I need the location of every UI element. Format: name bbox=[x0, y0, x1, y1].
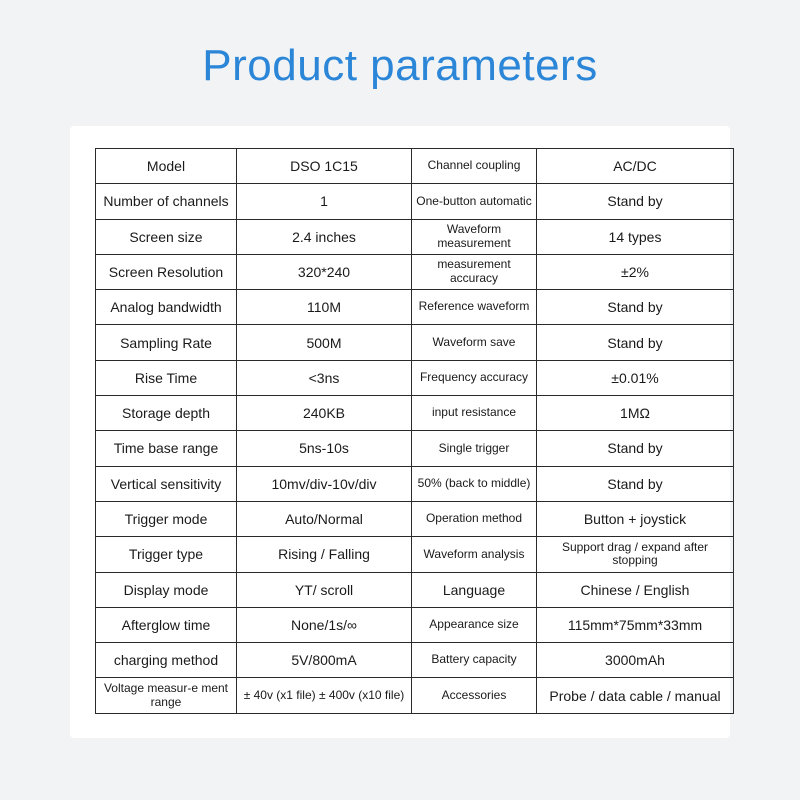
param-value: Chinese / English bbox=[537, 572, 734, 607]
param-value: DSO 1C15 bbox=[237, 149, 412, 184]
param-name: measurement accuracy bbox=[412, 254, 537, 289]
param-name: Time base range bbox=[96, 431, 237, 466]
param-name: One-button automatic bbox=[412, 184, 537, 219]
table-row bbox=[96, 431, 734, 466]
param-value: 115mm*75mm*33mm bbox=[537, 607, 734, 642]
param-name: 50% (back to middle) bbox=[412, 466, 537, 501]
param-value: 10mv/div-10v/div bbox=[237, 466, 412, 501]
param-value: <3ns bbox=[237, 360, 412, 395]
param-name: Rise Time bbox=[96, 360, 237, 395]
param-value: Stand by bbox=[537, 325, 734, 360]
param-value: None/1s/∞ bbox=[237, 607, 412, 642]
param-name: Screen size bbox=[96, 219, 237, 254]
param-name: Number of channels bbox=[96, 184, 237, 219]
table-row bbox=[96, 678, 734, 713]
param-name: Channel coupling bbox=[412, 149, 537, 184]
param-value: 320*240 bbox=[237, 254, 412, 289]
table-row bbox=[96, 219, 734, 254]
table-row bbox=[96, 360, 734, 395]
param-name: Trigger type bbox=[96, 537, 237, 572]
table-row bbox=[96, 149, 734, 184]
param-name: Sampling Rate bbox=[96, 325, 237, 360]
param-value: Auto/Normal bbox=[237, 501, 412, 536]
param-name: Waveform analysis bbox=[412, 537, 537, 572]
param-value: ±2% bbox=[537, 254, 734, 289]
table-row bbox=[96, 572, 734, 607]
param-name: Frequency accuracy bbox=[412, 360, 537, 395]
param-value: Rising / Falling bbox=[237, 537, 412, 572]
param-value: Stand by bbox=[537, 184, 734, 219]
param-value: Stand by bbox=[537, 466, 734, 501]
param-name: Language bbox=[412, 572, 537, 607]
param-name: Waveform measurement bbox=[412, 219, 537, 254]
param-value: 500M bbox=[237, 325, 412, 360]
param-value: 14 types bbox=[537, 219, 734, 254]
param-value: Button + joystick bbox=[537, 501, 734, 536]
table-row bbox=[96, 396, 734, 431]
table-row bbox=[96, 501, 734, 536]
param-value: Support drag / expand after stopping bbox=[537, 537, 734, 572]
param-value: Stand by bbox=[537, 290, 734, 325]
param-name: Reference waveform bbox=[412, 290, 537, 325]
param-name: Accessories bbox=[412, 678, 537, 713]
param-name: Trigger mode bbox=[96, 501, 237, 536]
param-value: 1 bbox=[237, 184, 412, 219]
param-name: Battery capacity bbox=[412, 643, 537, 678]
param-name: Screen Resolution bbox=[96, 254, 237, 289]
table-row bbox=[96, 643, 734, 678]
param-name: Appearance size bbox=[412, 607, 537, 642]
param-name: Waveform save bbox=[412, 325, 537, 360]
param-name: Storage depth bbox=[96, 396, 237, 431]
param-value: ± 40v (x1 file) ± 400v (x10 file) bbox=[237, 678, 412, 713]
parameters-table bbox=[95, 148, 734, 714]
param-name: Afterglow time bbox=[96, 607, 237, 642]
param-value: Probe / data cable / manual bbox=[537, 678, 734, 713]
param-value: 110M bbox=[237, 290, 412, 325]
param-value: 240KB bbox=[237, 396, 412, 431]
table-row bbox=[96, 325, 734, 360]
param-name: Display mode bbox=[96, 572, 237, 607]
param-value: YT/ scroll bbox=[237, 572, 412, 607]
param-value: 3000mAh bbox=[537, 643, 734, 678]
param-value: 1MΩ bbox=[537, 396, 734, 431]
param-name: Model bbox=[96, 149, 237, 184]
param-value: 2.4 inches bbox=[237, 219, 412, 254]
param-value: 5ns-10s bbox=[237, 431, 412, 466]
table-row bbox=[96, 607, 734, 642]
param-name: Analog bandwidth bbox=[96, 290, 237, 325]
param-value: Stand by bbox=[537, 431, 734, 466]
table-row bbox=[96, 466, 734, 501]
param-name: Operation method bbox=[412, 501, 537, 536]
table-row bbox=[96, 537, 734, 572]
table-row bbox=[96, 290, 734, 325]
table-row bbox=[96, 184, 734, 219]
param-name: Single trigger bbox=[412, 431, 537, 466]
param-value: AC/DC bbox=[537, 149, 734, 184]
param-name: input resistance bbox=[412, 396, 537, 431]
param-name: Vertical sensitivity bbox=[96, 466, 237, 501]
param-value: ±0.01% bbox=[537, 360, 734, 395]
table-row bbox=[96, 254, 734, 289]
param-value: 5V/800mA bbox=[237, 643, 412, 678]
page-title: Product parameters bbox=[202, 41, 598, 90]
param-name: Voltage measur-e ment range bbox=[96, 678, 237, 713]
param-name: charging method bbox=[96, 643, 237, 678]
